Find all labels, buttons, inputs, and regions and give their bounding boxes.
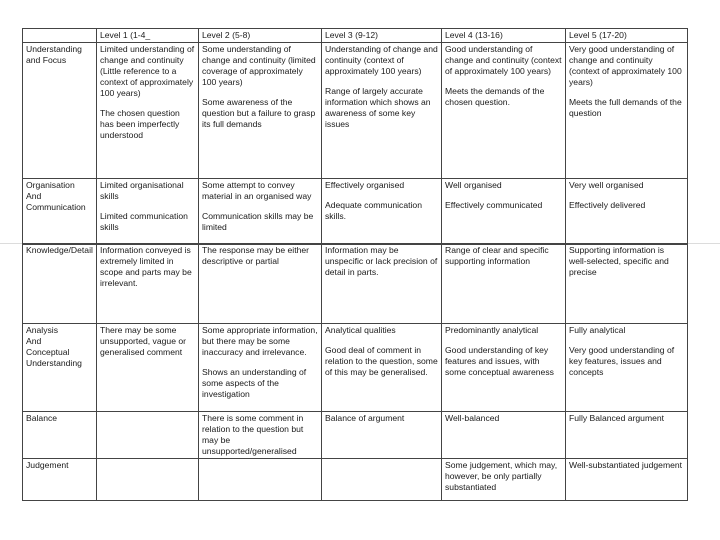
cell-paragraph: Supporting information is well-selected, specific and precise	[569, 245, 669, 277]
descriptor-cell	[97, 412, 199, 459]
cell-paragraph: Well-substantiated judgement	[569, 460, 683, 470]
cell-paragraph: Level 4 (13-16)	[445, 30, 503, 40]
cell-paragraph: Very well organised	[569, 180, 644, 190]
descriptor-cell	[97, 43, 199, 179]
cell-paragraph: Information may be unspecific or lack precision of detail in parts.	[325, 245, 438, 277]
cell-paragraph: Level 5 (17-20)	[569, 30, 627, 40]
descriptor-cell	[442, 43, 566, 179]
descriptor-cell	[566, 412, 688, 459]
cell-paragraph: Judgement	[26, 460, 69, 470]
descriptor-cell	[566, 179, 688, 245]
descriptor-cell	[199, 43, 322, 179]
descriptor-cell	[442, 412, 566, 459]
cell-paragraph: Fully Balanced argument	[569, 413, 665, 423]
cell-paragraph: Balance	[26, 413, 58, 423]
cell-paragraph: Range of largely accurate information which shows an awareness of some key issues	[325, 86, 431, 129]
criterion-label	[23, 43, 97, 179]
cell-paragraph: Understanding of change and continuity (context of approximately 100 years)	[325, 44, 438, 76]
level-header	[97, 29, 199, 43]
cell-paragraph: Understanding and Focus	[26, 44, 82, 65]
cell-paragraph: Some awareness of the question but a failure to grasp its full demands	[202, 97, 316, 129]
criterion-label	[23, 459, 97, 501]
rubric-table-top	[22, 28, 688, 245]
cell-paragraph: Some attempt to convey material in an organised way	[202, 180, 312, 201]
cell-paragraph: Very good understanding of key features, issues and concepts	[569, 345, 675, 377]
cell-paragraph: Shows an understanding of some aspects of the investigation	[202, 367, 307, 399]
descriptor-cell	[442, 324, 566, 412]
cell-paragraph: There may be some unsupported, vague or generalised comment	[100, 325, 187, 357]
cell-paragraph: Level 1 (1-4_	[100, 30, 151, 40]
descriptor-cell	[199, 179, 322, 245]
cell-paragraph: Effectively communicated	[445, 200, 543, 210]
criterion-label	[23, 179, 97, 245]
criterion-label	[23, 324, 97, 412]
cell-paragraph: Analytical qualities	[325, 325, 396, 335]
cell-paragraph: Effectively delivered	[569, 200, 646, 210]
level-header	[199, 29, 322, 43]
cell-paragraph: Well-balanced	[445, 413, 500, 423]
descriptor-cell	[199, 459, 322, 501]
cell-paragraph: Limited organisational skills	[100, 180, 184, 201]
criterion-row	[23, 459, 688, 501]
cell-paragraph: Meets the full demands of the question	[569, 97, 682, 118]
descriptor-cell	[442, 179, 566, 245]
criterion-label	[23, 244, 97, 324]
cell-paragraph: Meets the demands of the chosen question.	[445, 86, 545, 107]
cell-paragraph: Very good understanding of change and continuity (context of approximately 100 years)	[569, 44, 682, 87]
criterion-row	[23, 324, 688, 412]
descriptor-cell	[97, 459, 199, 501]
descriptor-cell	[442, 244, 566, 324]
cell-paragraph: The chosen question has been imperfectly understood	[100, 108, 180, 140]
descriptor-cell	[322, 324, 442, 412]
criterion-label	[23, 412, 97, 459]
criterion-row	[23, 244, 688, 324]
criterion-row	[23, 179, 688, 245]
header-row	[23, 29, 688, 43]
cell-paragraph: Balance of argument	[325, 413, 405, 423]
cell-paragraph: Fully analytical	[569, 325, 626, 335]
descriptor-cell	[566, 244, 688, 324]
descriptor-cell	[97, 324, 199, 412]
level-header	[442, 29, 566, 43]
cell-paragraph: Range of clear and specific supporting information	[445, 245, 549, 266]
criterion-row	[23, 43, 688, 179]
cell-paragraph: Analysis And Conceptual Understanding	[26, 325, 82, 368]
descriptor-cell	[322, 179, 442, 245]
descriptor-cell	[322, 459, 442, 501]
descriptor-cell	[199, 324, 322, 412]
cell-paragraph: Level 2 (5-8)	[202, 30, 251, 40]
cell-paragraph: Communication skills may be limited	[202, 211, 314, 232]
descriptor-cell	[566, 459, 688, 501]
descriptor-cell	[97, 244, 199, 324]
descriptor-cell	[322, 244, 442, 324]
descriptor-cell	[322, 43, 442, 179]
descriptor-cell	[322, 412, 442, 459]
level-header	[322, 29, 442, 43]
descriptor-cell	[566, 324, 688, 412]
cell-paragraph: Knowledge/Detail	[26, 245, 93, 255]
descriptor-cell	[97, 179, 199, 245]
cell-paragraph: Limited communication skills	[100, 211, 188, 232]
cell-paragraph: Predominantly analytical	[445, 325, 539, 335]
cell-paragraph: Level 3 (9-12)	[325, 30, 379, 40]
cell-paragraph: Organisation And Communication	[26, 180, 86, 212]
cell-paragraph: Adequate communication skills.	[325, 200, 422, 221]
descriptor-cell	[442, 459, 566, 501]
cell-paragraph: Information conveyed is extremely limited in scope and parts may be irrelevant.	[100, 245, 192, 288]
cell-paragraph: Limited understanding of change and continuity (Little reference to a context of approximately 100 years)	[100, 44, 195, 98]
header-corner	[23, 29, 97, 43]
cell-paragraph: The response may be either descriptive or partial	[202, 245, 310, 266]
cell-paragraph: Well organised	[445, 180, 502, 190]
cell-paragraph: There is some comment in relation to the question but may be unsupported/generalised	[202, 413, 304, 456]
cell-paragraph: Effectively organised	[325, 180, 405, 190]
descriptor-cell	[199, 412, 322, 459]
cell-paragraph: Some judgement, which may, however, be only partially substantiated	[445, 460, 558, 492]
cell-paragraph: Good deal of comment in relation to the question, some of this may be generalised.	[325, 345, 438, 377]
descriptor-cell	[566, 43, 688, 179]
cell-paragraph: Good understanding of key features and issues, with some conceptual awareness	[445, 345, 554, 377]
cell-paragraph: Some appropriate information, but there may be some inaccuracy and irrelevance.	[202, 325, 318, 357]
criterion-row	[23, 412, 688, 459]
cell-paragraph: Good understanding of change and continuity (context of approximately 100 years)	[445, 44, 562, 76]
descriptor-cell	[199, 244, 322, 324]
level-header	[566, 29, 688, 43]
rubric-table-bottom	[22, 243, 688, 501]
cell-paragraph: Some understanding of change and continuity (limited coverage of approximately 100 years)	[202, 44, 316, 87]
